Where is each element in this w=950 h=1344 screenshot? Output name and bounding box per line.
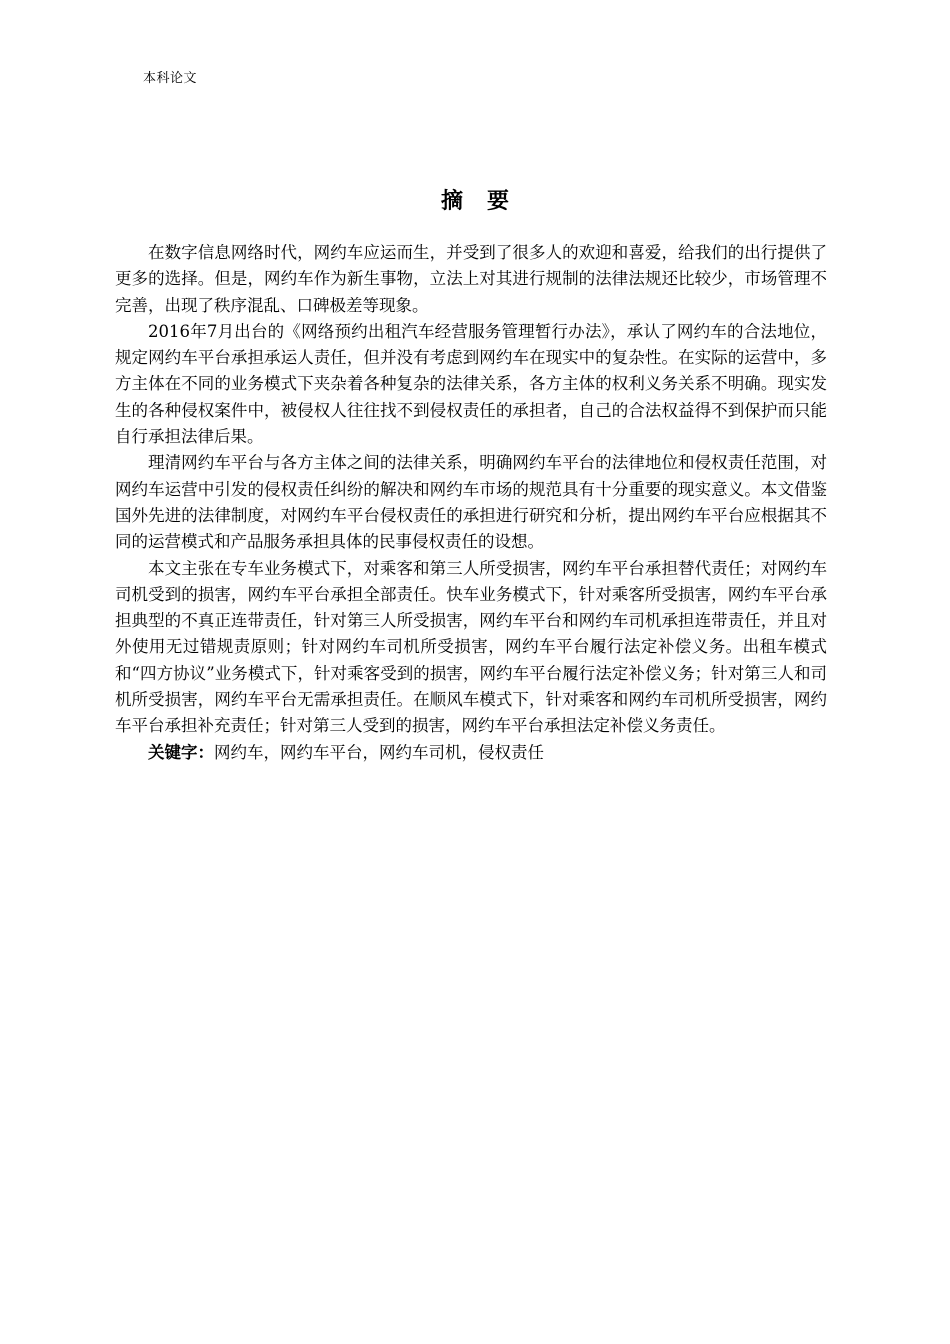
keywords-label: 关键字：	[148, 742, 214, 762]
abstract-paragraph-1: 在数字信息网络时代，网约车应运而生，并受到了很多人的欢迎和喜爱，给我们的出行提供了更多的选择。但是，网约车作为新生事物，立法上对其进行规制的法律法规还比较少，市场管理不完善，出现了秩序混乱、口碑极差等现象。	[115, 243, 827, 315]
abstract-title: 摘要	[440, 189, 533, 214]
abstract-paragraph-4: 本文主张在专车业务模式下，对乘客和第三人所受损害，网约车平台承担替代责任；对网约车司机受到的损害，网约车平台承担全部责任。快车业务模式下，针对乘客所受损害，网约车平台承担典型的不真正连带责任，针对第三人所受损害，网约车平台和网约车司机承担连带责任，并且对外使用无过错规责原则；针对网约车司机所受损害，网约车平台履行法定补偿义务。出租车模式和“四方协议”业务模式下，针对乘客受到的损害，网约车平台履行法定补偿义务；针对第三人和司机所受损害，网约车平台无需承担责任。在顺风车模式下，针对乘客和网约车司机所受损害，网约车平台承担补充责任；针对第三人受到的损害，网约车平台承担法定补偿义务责任。	[115, 558, 827, 736]
keywords-text: 网约车，网约车平台，网约车司机，侵权责任	[214, 742, 544, 762]
abstract-paragraph-2: 2016年7月出台的《网络预约出租汽车经营服务管理暂行办法》，承认了网约车的合法地位，规定网约车平台承担承运人责任，但并没有考虑到网约车在现实中的复杂性。在实际的运营中，多方主体在不同的业务模式下夹杂着各种复杂的法律关系，各方主体的权利义务关系不明确。现实发生的各种侵权案件中，被侵权人往往找不到侵权责任的承担者，自己的合法权益得不到保护而只能自行承担法律后果。	[115, 321, 827, 447]
document-header-label: 本科论文	[143, 71, 198, 86]
abstract-paragraph-3: 理清网约车平台与各方主体之间的法律关系，明确网约车平台的法律地位和侵权责任范围，对网约车运营中引发的侵权责任纠纷的解决和网约车市场的规范具有十分重要的现实意义。本文借鉴国外先进的法律制度，对网约车平台侵权责任的承担进行研究和分析，提出网约车平台应根据其不同的运营模式和产品服务承担具体的民事侵权责任的设想。	[115, 453, 827, 552]
keywords-line	[115, 740, 827, 766]
abstract-body	[115, 240, 827, 766]
